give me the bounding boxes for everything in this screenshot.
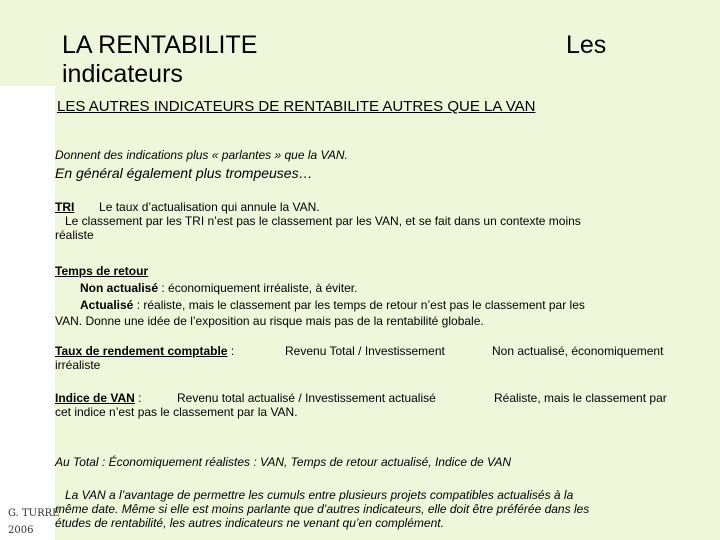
tri-line-3: réaliste [55, 228, 94, 242]
title-line-2: indicateurs [62, 60, 183, 88]
pi-note: Réaliste, mais le classement par [494, 391, 667, 405]
accounting-block [55, 344, 695, 372]
payback-non-actualise-text: : économiquement irréaliste, à éviter. [158, 281, 358, 295]
pi-line-2: cet indice n’est pas le classement par la VAN. [55, 405, 298, 419]
pi-formula: Revenu total actualisé / Investissement actualisé [177, 391, 436, 405]
title-line-1: LA RENTABILITE [62, 31, 258, 59]
tri-definition: Le taux d’actualisation qui annule la VAN. [99, 200, 320, 214]
pi-colon: : [134, 391, 142, 405]
accounting-colon: : [227, 344, 235, 358]
left-gutter [0, 86, 55, 540]
payback-actualise-text: : réaliste, mais le classement par les temps de retour n’est pas le classement par les [133, 298, 585, 312]
conclusion-line-3: études de rentabilité, les autres indicateurs ne venant qu’en complément. [55, 516, 444, 530]
au-total: Au Total : Économiquement réalistes : VAN, Temps de retour actualisé, Indice de VAN [55, 455, 512, 469]
intro-line-2: En général également plus trompeuses… [55, 165, 313, 181]
footer-author: G. TURRE [8, 508, 60, 519]
intro-line-1: Donnent des indications plus « parlantes » que la VAN. [55, 148, 348, 162]
tri-line-2: Le classement par les TRI n’est pas le classement par les VAN, et se fait dans un contexte moins [65, 214, 581, 228]
tri-term: TRI [55, 200, 75, 214]
slide-title-right: Les [566, 31, 607, 59]
payback-actualise-label: Actualisé [80, 298, 134, 312]
footer-year: 2006 [8, 525, 34, 536]
pi-block [55, 391, 695, 419]
accounting-line-2: irréaliste [55, 358, 101, 372]
conclusion-line-2: même date. Même si elle est moins parlante que d’autres indicateurs, elle doit être préférée dans les [55, 502, 590, 516]
payback-term: Temps de retour [55, 264, 149, 278]
payback-block [55, 264, 585, 328]
section-title: LES AUTRES INDICATEURS DE RENTABILITE AUTRES QUE LA VAN [57, 98, 536, 115]
conclusion [55, 488, 695, 530]
slide-title [62, 31, 257, 89]
accounting-formula: Revenu Total / Investissement [285, 344, 445, 358]
payback-non-actualise-label: Non actualisé [80, 281, 159, 295]
tri-block [55, 200, 581, 242]
conclusion-line-1: La VAN a l’avantage de permettre les cumuls entre plusieurs projets compatibles actualisés à la [65, 488, 574, 502]
accounting-term: Taux de rendement comptable [55, 344, 228, 358]
pi-term: Indice de VAN [55, 391, 135, 405]
payback-line-4: VAN. Donne une idée de l’exposition au risque mais pas de la rentabilité globale. [55, 314, 484, 328]
accounting-note: Non actualisé, économiquement [492, 344, 664, 358]
